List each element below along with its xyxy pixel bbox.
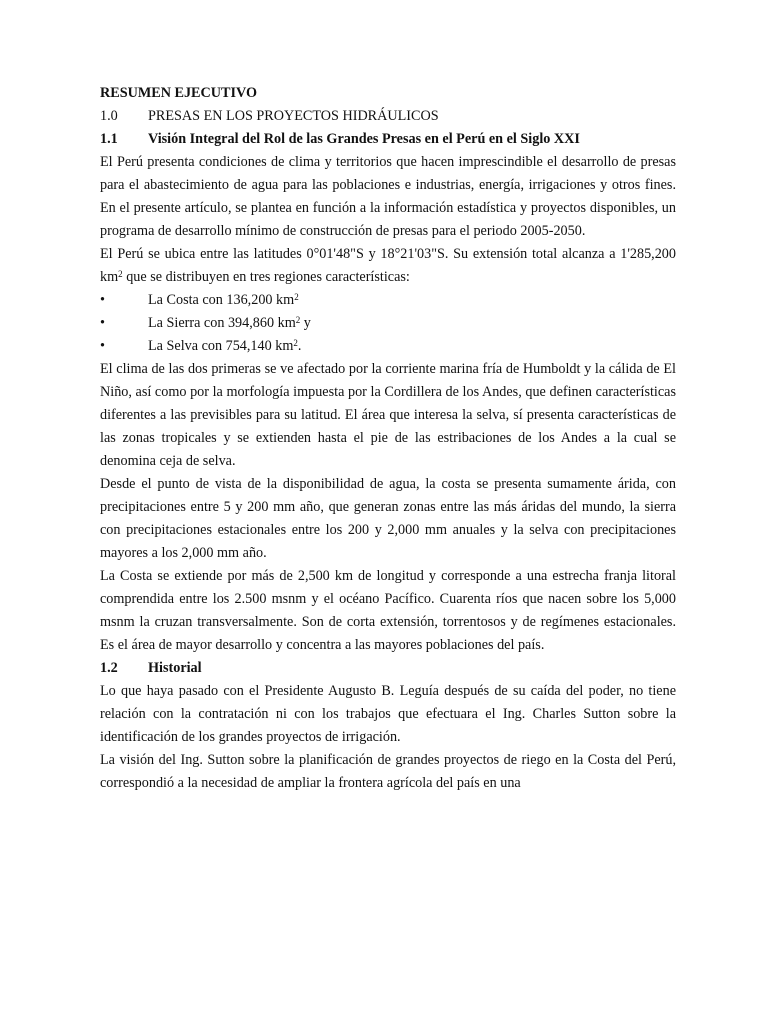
paragraph-5: La Costa se extiende por más de 2,500 km de longitud y corresponde a una estrecha franja litoral comprendida entre los 2.500 msnm y el océano Pacífico. Cuarenta ríos que nacen sobre los 5,000 msnm la cruzan transversalmente. Son de corta extensión, torrentosos y de regímenes estacionales. Es el área de mayor desarrollo y concentra a las mayores poblaciones del país. (100, 568, 676, 653)
paragraph-2-text-cont: que se distribuyen en tres regiones características: (122, 269, 410, 285)
bullet-text (148, 335, 301, 358)
superscript: 2 (293, 338, 298, 348)
bullet-item-costa (100, 289, 676, 312)
superscript: 2 (118, 269, 123, 279)
section-title: PRESAS EN LOS PROYECTOS HIDRÁULICOS (148, 108, 439, 124)
paragraph-3: El clima de las dos primeras se ve afectado por la corriente marina fría de Humboldt y la cálida de El Niño, así como por la morfología impuesta por la Cordillera de los Andes, que definen características diferentes a las previsibles para su latitud. El área que interesa la selva, sí presenta características de las zonas tropicales y se extienden hasta el pie de las estribaciones de los Andes a la cual se denomina ceja de selva. (100, 361, 676, 469)
bullet-text (148, 312, 311, 335)
superscript: 2 (295, 315, 301, 325)
section-heading-1-1 (100, 128, 676, 151)
paragraph-7: La visión del Ing. Sutton sobre la planificación de grandes proyectos de riego en la Costa del Perú, correspondió a la necesidad de ampliar la frontera agrícola del país en una (100, 752, 676, 791)
section-number: 1.0 (100, 108, 118, 124)
bullet-icon: • (100, 315, 105, 331)
bullet-icon: • (100, 338, 105, 354)
section-title: Historial (148, 660, 202, 676)
bullet-item-selva (100, 335, 676, 358)
paragraph-4: Desde el punto de vista de la disponibilidad de agua, la costa se presenta sumamente árida, con precipitaciones entre 5 y 200 mm año, que generan zonas entre las más áridas del mundo, la sierra con precipitaciones estacionales entre los 200 y 2,000 mm anuales y la selva con precipitaciones mayores a los 2,000 mm año. (100, 476, 676, 561)
region-after: . (297, 338, 302, 354)
section-title: Visión Integral del Rol de las Grandes Presas en el Perú en el Siglo XXI (148, 131, 580, 147)
bullet-item-sierra (100, 312, 676, 335)
bullet-text (148, 289, 299, 312)
section-number: 1.2 (100, 660, 118, 676)
region-text: La Sierra con 394,860 km (148, 315, 296, 331)
document-body (100, 82, 676, 795)
bullet-icon: • (100, 292, 105, 308)
paragraph-6: Lo que haya pasado con el Presidente Augusto B. Leguía después de su caída del poder, no tiene relación con la contratación ni con los trabajos que efectuara el Ing. Charles Sutton sobre la identificación de los grandes proyectos de irrigación. (100, 683, 676, 745)
executive-summary-title: RESUMEN EJECUTIVO (100, 85, 257, 101)
region-after: y (300, 315, 311, 331)
section-heading-1-0 (100, 105, 676, 128)
region-text: La Selva con 754,140 km (148, 338, 294, 354)
section-heading-1-2 (100, 657, 676, 680)
paragraph-2 (100, 243, 676, 289)
superscript: 2 (294, 292, 299, 302)
paragraph-2-text: El Perú se ubica entre las latitudes 0°01'48"S y 18°21'03"S. Su extensión total alcanza a 1'285,200 km (100, 246, 676, 285)
region-text: La Costa con 136,200 km (148, 292, 295, 308)
paragraph-1: El Perú presenta condiciones de clima y territorios que hacen imprescindible el desarrollo de presas para el abastecimiento de agua para las poblaciones e industrias, energía, irrigaciones y otros fines. En el presente artículo, se plantea en función a la información estadística y proyectos disponibles, un programa de desarrollo mínimo de construcción de presas para el periodo 2005-2050. (100, 154, 676, 239)
section-number: 1.1 (100, 131, 118, 147)
